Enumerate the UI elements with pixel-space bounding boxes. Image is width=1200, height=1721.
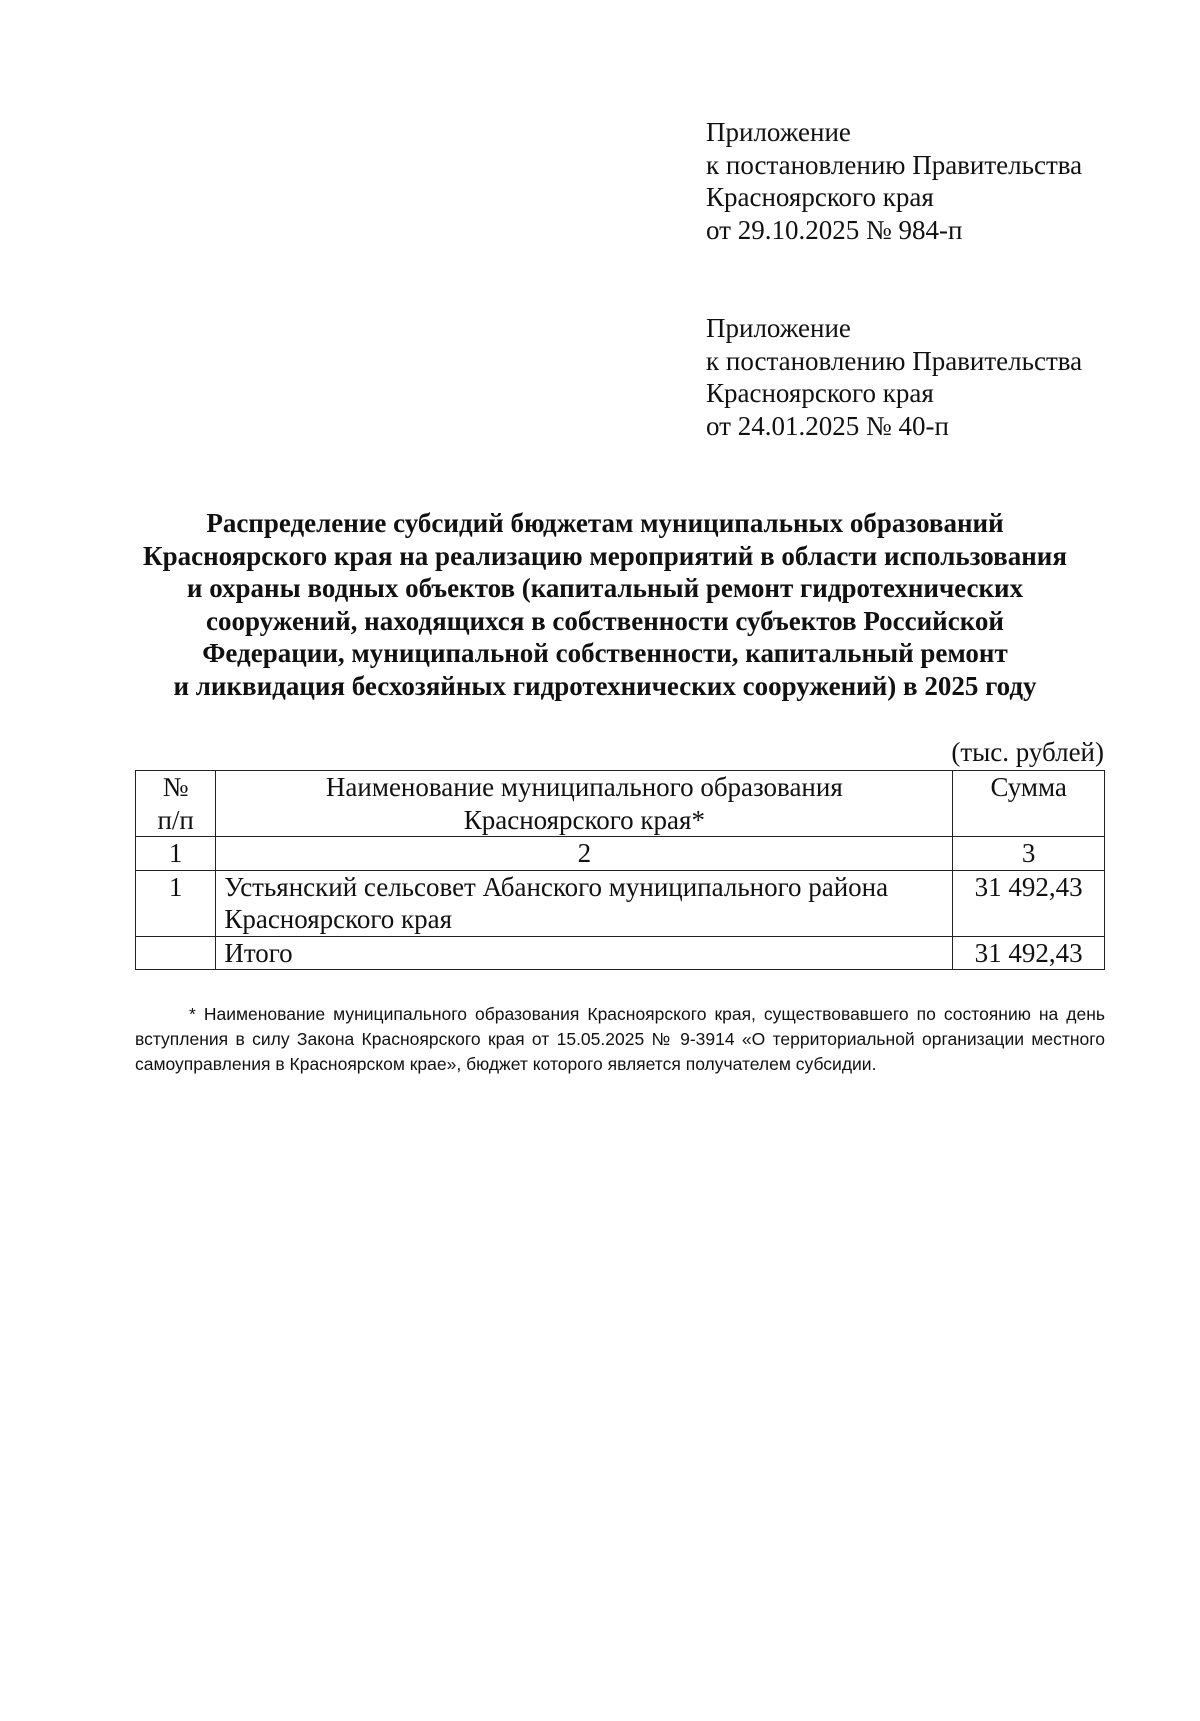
total-sum-cell: 31 492,43 xyxy=(953,936,1105,970)
header-num-line: п/п xyxy=(157,804,194,835)
header-num-line: № xyxy=(162,772,189,802)
appendix-current-line: Приложение xyxy=(706,117,851,147)
appendix-current-date: от 29.10.2025 № 984-п xyxy=(706,214,963,245)
distribution-table xyxy=(135,770,1105,970)
appendix-original-date: от 24.01.2025 № 40-п xyxy=(706,410,949,441)
table-header-row xyxy=(136,771,1105,837)
row-name-line: Устьянский сельсовет Абанского муниципального района xyxy=(224,871,889,902)
footnote: * Наименование муниципального образования Красноярского края, существовавшего по состоянию на день вступления в силу Закона Красноярского края от 15.05.2025 № 9-3914 «О территориальной организации местного самоуправления в Красноярском крае», бюджет которого является получателем субсидии. xyxy=(135,1004,1105,1074)
title-line: и охраны водных объектов (капитальный ремонт гидротехнических xyxy=(186,573,1024,604)
header-sum-cell: Сумма xyxy=(953,771,1105,837)
header-name-cell xyxy=(216,771,953,837)
total-label-cell: Итого xyxy=(216,936,953,970)
appendix-current-line: Красноярского края xyxy=(706,182,934,212)
appendix-current-block xyxy=(706,116,1166,246)
units-label: (тыс. рублей) xyxy=(951,737,1104,767)
column-number-cell: 1 xyxy=(136,837,216,871)
row-name-cell xyxy=(216,870,953,936)
title-line: Распределение субсидий бюджетам муниципальных образований xyxy=(206,508,1004,538)
header-num-cell xyxy=(136,771,216,837)
title-line: и ликвидация бесхозяйных гидротехнических сооружений) в 2025 году xyxy=(173,670,1037,701)
row-sum-cell: 31 492,43 xyxy=(953,870,1105,936)
row-num-cell: 1 xyxy=(136,870,216,936)
row-name-line: Красноярского края xyxy=(224,904,453,934)
title-line: сооружений, находящихся в собственности субъектов Российской xyxy=(206,605,1004,636)
title-line: Красноярского края на реализацию мероприятий в области использования xyxy=(143,540,1067,571)
title-line: Федерации, муниципальной собственности, капитальный ремонт xyxy=(202,638,1008,669)
header-name-line: Наименование муниципального образования xyxy=(325,772,843,802)
column-number-row xyxy=(136,837,1105,871)
appendix-original-line: Красноярского края xyxy=(706,378,934,408)
total-num-cell xyxy=(136,936,216,970)
table-total-row xyxy=(136,936,1105,970)
column-number-cell: 2 xyxy=(216,837,953,871)
header-name-line: Красноярского края* xyxy=(463,804,705,835)
appendix-original-line: к постановлению Правительства xyxy=(706,345,1083,376)
appendix-original-line: Приложение xyxy=(706,313,851,343)
column-number-cell: 3 xyxy=(953,837,1105,871)
table-row xyxy=(136,870,1105,936)
document-title xyxy=(120,507,1090,703)
appendix-original-block xyxy=(706,312,1166,442)
appendix-current-line: к постановлению Правительства xyxy=(706,149,1083,180)
